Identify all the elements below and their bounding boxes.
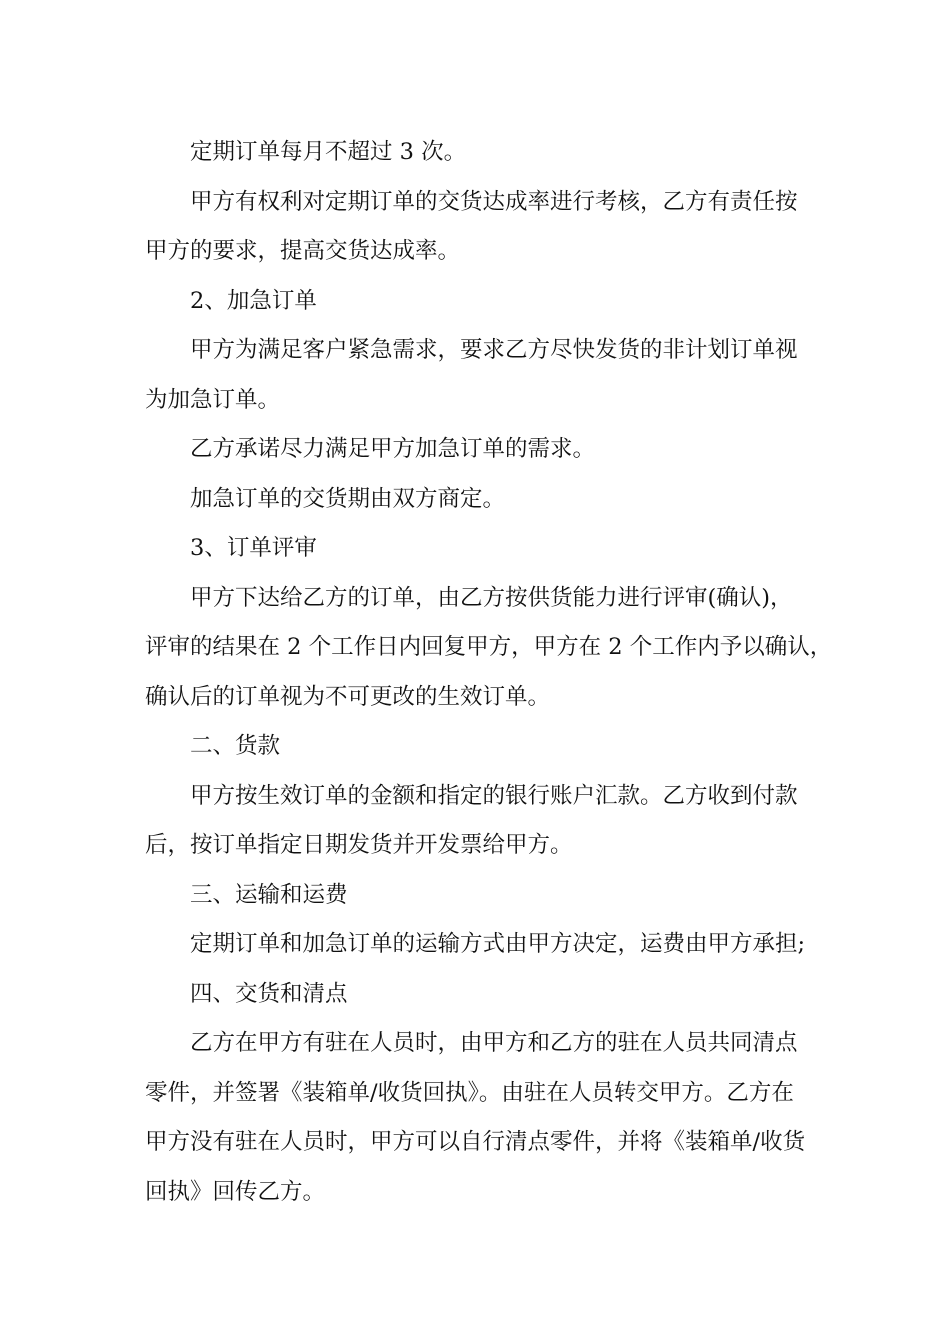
section-heading-delivery	[145, 970, 815, 1020]
paragraph-line: 加急订单的交货期由双方商定。	[190, 485, 506, 512]
section-heading: 3、订单评审	[190, 535, 317, 561]
paragraph-line: 乙方在甲方有驻在人员时，由甲方和乙方的驻在人员共同清点	[190, 1030, 798, 1056]
paragraph-5	[145, 425, 815, 475]
paragraph-4	[145, 326, 815, 425]
paragraph-12	[145, 920, 815, 970]
section-heading-urgent-orders	[145, 277, 815, 327]
section-heading: 二、货款	[190, 733, 281, 759]
paragraph-line: 甲方下达给乙方的订单，由乙方按供货能力进行评审(确认)，	[190, 584, 793, 611]
section-heading: 四、交货和清点	[190, 980, 348, 1007]
paragraph-line: 后，按订单指定日期发货并开发票给甲方。	[145, 832, 573, 858]
paragraph-line: 零件，并签署《装箱单/收货回执》。由驻在人员转交甲方。乙方在	[145, 1079, 794, 1106]
paragraph-line: 定期订单每月不超过 3 次。	[190, 139, 467, 165]
paragraph-line: 乙方承诺尽力满足甲方加急订单的需求。	[190, 436, 596, 462]
paragraph-line: 评审的结果在 2 个工作日内回复甲方，甲方在 2 个工作内予以确认，	[145, 634, 833, 660]
paragraph-line: 甲方的要求，提高交货达成率。	[145, 238, 461, 264]
paragraph-line: 甲方有权利对定期订单的交货达成率进行考核，乙方有责任按	[190, 188, 798, 215]
paragraph-line: 甲方为满足客户紧急需求，要求乙方尽快发货的非计划订单视	[190, 337, 798, 363]
paragraph-line: 甲方按生效订单的金额和指定的银行账户汇款。乙方收到付款	[190, 782, 798, 809]
paragraph-8	[145, 574, 833, 723]
section-heading: 2、加急订单	[190, 287, 317, 314]
paragraph-14	[145, 1019, 815, 1217]
paragraph-10	[145, 772, 815, 871]
paragraph-6	[145, 475, 815, 525]
document-body	[145, 128, 833, 1217]
section-heading-payment	[145, 722, 815, 772]
section-heading-order-review	[145, 524, 815, 574]
paragraph-line: 确认后的订单视为不可更改的生效订单。	[145, 683, 551, 710]
section-heading-transport	[145, 871, 815, 921]
paragraph-line: 回执》回传乙方。	[145, 1178, 326, 1205]
paragraph-2	[145, 178, 815, 277]
paragraph-line: 甲方没有驻在人员时，甲方可以自行清点零件，并将《装箱单/收货	[145, 1129, 806, 1155]
paragraph-1	[145, 128, 815, 178]
paragraph-line: 定期订单和加急订单的运输方式由甲方决定，运费由甲方承担;	[190, 931, 806, 957]
section-heading: 三、运输和运费	[190, 881, 348, 908]
paragraph-line: 为加急订单。	[145, 386, 281, 413]
